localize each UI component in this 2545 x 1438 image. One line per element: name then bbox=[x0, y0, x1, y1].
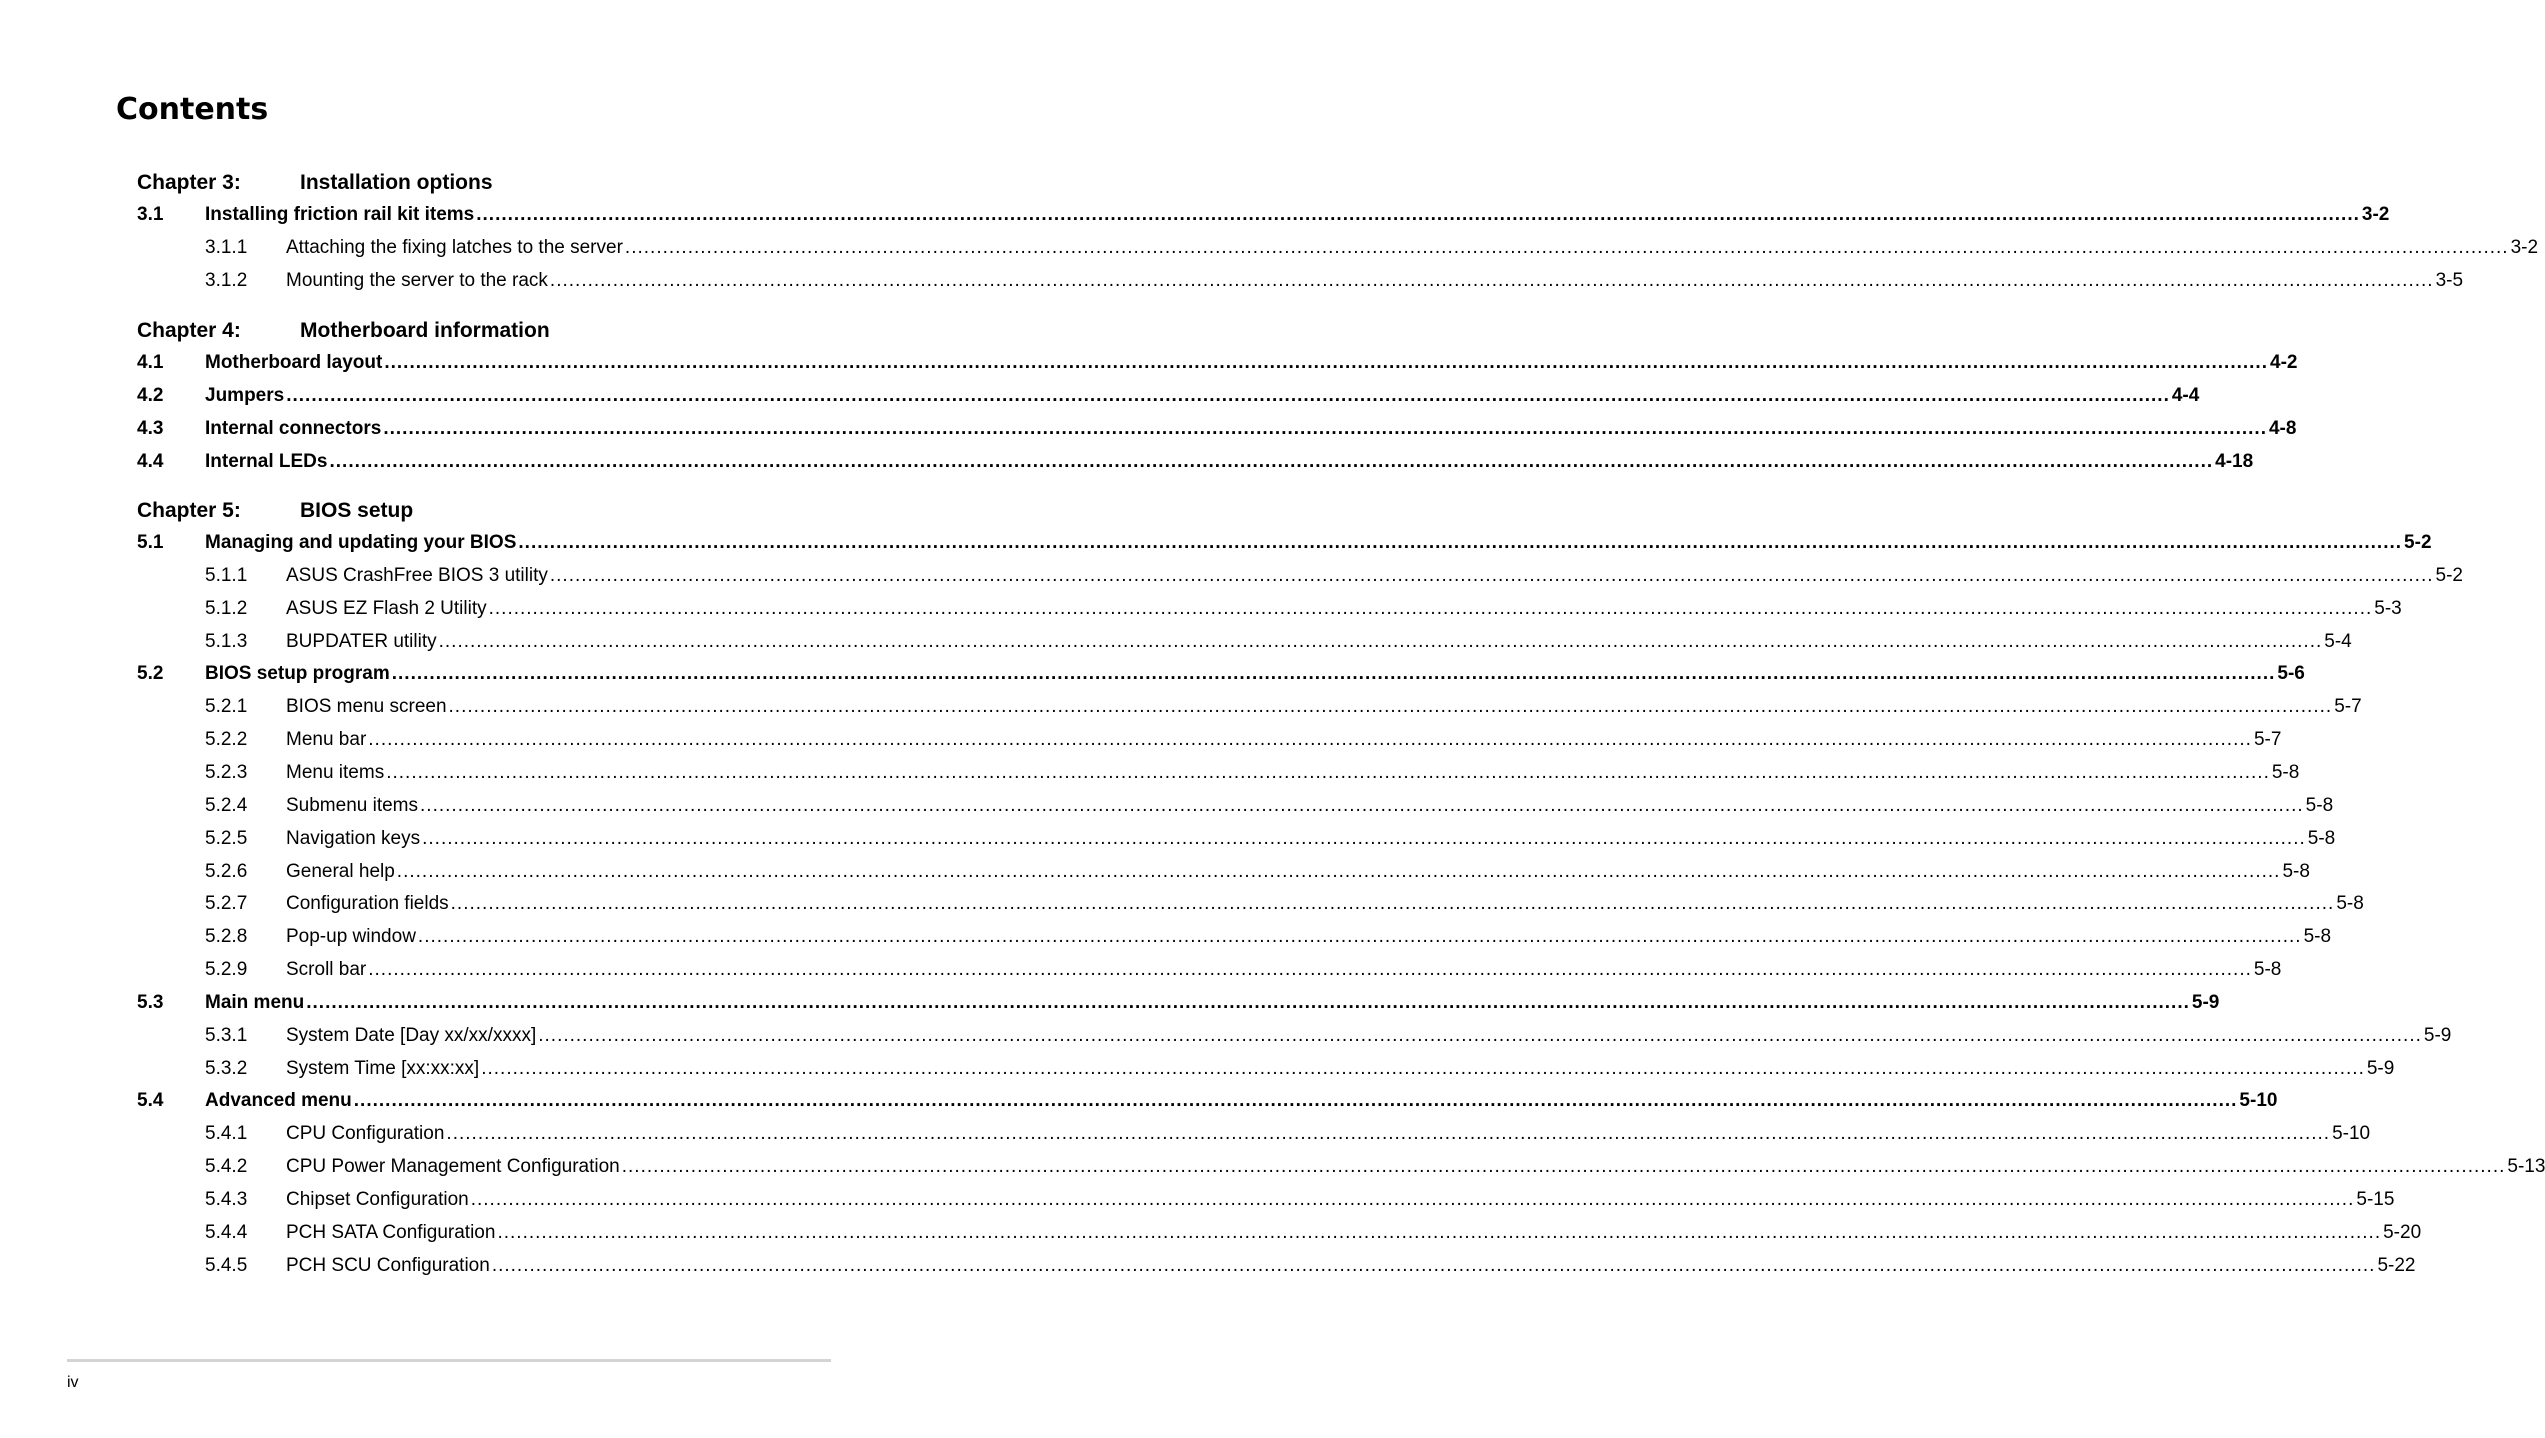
toc-section-entry[interactable] bbox=[137, 351, 2298, 375]
toc-subsection-entry[interactable] bbox=[205, 597, 2402, 621]
toc-subsection-entry[interactable] bbox=[205, 1155, 2545, 1179]
toc-entry-title: General help bbox=[286, 860, 395, 882]
footer-divider bbox=[67, 1359, 831, 1362]
toc-entry-title: Advanced menu bbox=[205, 1090, 352, 1112]
toc-entry-number: 5.2.9 bbox=[205, 959, 248, 981]
dot-leader: ............................................................................................................................................................................................................................................................................................................ bbox=[497, 1221, 2382, 1243]
dot-leader: ............................................................................................................................................................................................................................................................................................................ bbox=[353, 1090, 2238, 1112]
toc-entry-page: 5-7 bbox=[2334, 696, 2362, 718]
toc-entry-number: 5.4.3 bbox=[205, 1189, 248, 1210]
toc-entry-page: 5-10 bbox=[2332, 1123, 2371, 1145]
dot-leader: ............................................................................................................................................................................................................................................................................................................ bbox=[368, 959, 2252, 981]
toc-subsection-entry[interactable] bbox=[205, 761, 2300, 785]
dot-leader: ............................................................................................................................................................................................................................................................................................................ bbox=[481, 1057, 2365, 1079]
toc-entry-page: 5-22 bbox=[2377, 1254, 2416, 1276]
toc-entry-number: 5.4.4 bbox=[205, 1221, 248, 1243]
toc-entry-number: 5.2.8 bbox=[205, 926, 248, 948]
dot-leader: ............................................................................................................................................................................................................................................................................................................ bbox=[306, 991, 2190, 1013]
toc-entry-title: Mounting the server to the rack bbox=[286, 269, 548, 291]
toc-entry-page: 5-9 bbox=[2366, 1057, 2395, 1079]
toc-entry-page: 5-8 bbox=[2271, 761, 2300, 783]
toc-entry-page: 5-8 bbox=[2307, 827, 2336, 849]
toc-subsection-entry[interactable] bbox=[205, 1122, 2371, 1146]
toc-entry-page: 4-4 bbox=[2171, 384, 2200, 406]
dot-leader: ............................................................................................................................................................................................................................................................................................................ bbox=[488, 597, 2373, 619]
toc-subsection-entry[interactable] bbox=[205, 794, 2334, 818]
dot-leader: ............................................................................................................................................................................................................................................................................................................ bbox=[420, 794, 2304, 816]
toc-section-entry[interactable] bbox=[137, 531, 2432, 555]
toc-entry-number: 5.2.7 bbox=[205, 893, 248, 915]
toc-section-entry[interactable] bbox=[137, 203, 2390, 227]
toc-subsection-entry[interactable] bbox=[205, 1254, 2416, 1278]
toc-entry-title: Motherboard layout bbox=[205, 352, 383, 373]
toc-entry-title: Internal LEDs bbox=[205, 450, 328, 472]
toc-entry-title: Configuration fields bbox=[286, 893, 449, 915]
toc-entry-title: BUPDATER utility bbox=[286, 630, 437, 652]
dot-leader: ............................................................................................................................................................................................................................................................................................................ bbox=[383, 417, 2267, 439]
toc-entry-page: 5-2 bbox=[2404, 532, 2432, 553]
toc-entry-page: 5-3 bbox=[2374, 597, 2402, 619]
dot-leader: ............................................................................................................................................................................................................................................................................................................ bbox=[422, 827, 2306, 849]
chapter-number: Chapter 4: bbox=[137, 319, 241, 342]
toc-entry-title: PCH SATA Configuration bbox=[286, 1221, 496, 1243]
toc-subsection-entry[interactable] bbox=[205, 630, 2352, 654]
toc-entry-number: 5.1.2 bbox=[205, 597, 248, 619]
toc-entry-number: 5.1.1 bbox=[205, 564, 248, 586]
footer-page-number: iv bbox=[67, 1374, 79, 1391]
toc-entry-number: 4.2 bbox=[137, 384, 164, 406]
toc-entry-page: 5-13 bbox=[2507, 1156, 2545, 1178]
chapter-heading bbox=[137, 168, 797, 198]
dot-leader: ............................................................................................................................................................................................................................................................................................................ bbox=[386, 761, 2270, 783]
toc-entry-page: 3-2 bbox=[2510, 236, 2539, 258]
toc-subsection-entry[interactable] bbox=[205, 1057, 2395, 1081]
toc-entry-title: Navigation keys bbox=[286, 827, 421, 849]
toc-entry-page: 5-8 bbox=[2303, 926, 2332, 948]
dot-leader: ............................................................................................................................................................................................................................................................................................................ bbox=[368, 729, 2252, 751]
toc-entry-title: Scroll bar bbox=[286, 959, 367, 981]
toc-entry-number: 5.4.1 bbox=[205, 1123, 248, 1145]
toc-entry-number: 5.2 bbox=[137, 663, 164, 685]
dot-leader: ............................................................................................................................................................................................................................................................................................................ bbox=[448, 696, 2333, 718]
toc-entry-title: Menu items bbox=[286, 761, 385, 783]
toc-entry-number: 5.2.5 bbox=[205, 827, 248, 849]
dot-leader: ............................................................................................................................................................................................................................................................................................................ bbox=[438, 630, 2323, 652]
toc-entry-number: 4.3 bbox=[137, 417, 164, 439]
toc-entry-title: Chipset Configuration bbox=[286, 1189, 469, 1210]
toc-subsection-entry[interactable] bbox=[205, 892, 2364, 916]
toc-entry-title: BIOS setup program bbox=[205, 663, 390, 685]
toc-entry-page: 5-8 bbox=[2336, 893, 2364, 915]
toc-entry-number: 5.3 bbox=[137, 991, 164, 1013]
toc-entry-page: 5-8 bbox=[2305, 794, 2334, 816]
toc-entry-page: 4-2 bbox=[2270, 352, 2298, 373]
page-title: Contents bbox=[116, 92, 269, 127]
toc-entry-page: 5-4 bbox=[2324, 630, 2352, 652]
toc-entry-number: 5.3.2 bbox=[205, 1057, 248, 1079]
toc-subsection-entry[interactable] bbox=[205, 1221, 2422, 1245]
chapter-title: Motherboard information bbox=[300, 319, 550, 342]
toc-entry-number: 5.2.1 bbox=[205, 696, 248, 718]
toc-entry-page: 3-2 bbox=[2361, 204, 2390, 225]
toc-entry-number: 4.4 bbox=[137, 450, 164, 472]
toc-entry-title: Installing friction rail kit items bbox=[205, 204, 475, 225]
toc-entry-page: 4-18 bbox=[2215, 450, 2254, 472]
toc-entry-page: 5-8 bbox=[2282, 860, 2310, 882]
toc-entry-number: 5.1.3 bbox=[205, 630, 248, 652]
toc-entry-number: 5.2.4 bbox=[205, 794, 248, 816]
toc-entry-page: 5-2 bbox=[2435, 564, 2463, 586]
toc-entry-number: 3.1 bbox=[137, 204, 164, 225]
toc-entry-title: Attaching the fixing latches to the server bbox=[286, 236, 623, 258]
toc-subsection-entry[interactable] bbox=[205, 269, 2464, 293]
dot-leader: ............................................................................................................................................................................................................................................................................................................ bbox=[396, 860, 2281, 882]
toc-entry-number: 5.3.1 bbox=[205, 1024, 248, 1046]
toc-entry-number: 5.4 bbox=[137, 1090, 164, 1112]
toc-entry-title: Managing and updating your BIOS bbox=[205, 532, 517, 553]
toc-entry-title: CPU Configuration bbox=[286, 1123, 445, 1145]
toc-entry-title: ASUS EZ Flash 2 Utility bbox=[286, 597, 487, 619]
toc-entry-page: 4-8 bbox=[2268, 417, 2297, 439]
toc-entry-number: 5.2.2 bbox=[205, 729, 248, 751]
dot-leader: ............................................................................................................................................................................................................................................................................................................ bbox=[417, 926, 2302, 948]
toc-entry-title: Jumpers bbox=[205, 384, 285, 406]
dot-leader: ............................................................................................................................................................................................................................................................................................................ bbox=[286, 384, 2170, 406]
dot-leader: ............................................................................................................................................................................................................................................................................................................ bbox=[391, 663, 2276, 685]
chapter-number: Chapter 5: bbox=[137, 499, 241, 522]
toc-subsection-entry[interactable] bbox=[205, 695, 2362, 719]
dot-leader: ............................................................................................................................................................................................................................................................................................................ bbox=[470, 1189, 2355, 1210]
toc-subsection-entry[interactable] bbox=[205, 1188, 2395, 1212]
dot-leader: ............................................................................................................................................................................................................................................................................................................ bbox=[624, 236, 2509, 258]
toc-subsection-entry[interactable] bbox=[205, 236, 2539, 260]
toc-entry-number: 3.1.2 bbox=[205, 269, 248, 291]
dot-leader: ............................................................................................................................................................................................................................................................................................................ bbox=[329, 450, 2214, 472]
dot-leader: ............................................................................................................................................................................................................................................................................................................ bbox=[446, 1123, 2331, 1145]
toc-entry-page: 5-20 bbox=[2383, 1221, 2422, 1243]
toc-entry-number: 5.1 bbox=[137, 532, 164, 553]
toc-section-entry[interactable] bbox=[137, 450, 2254, 474]
dot-leader: ............................................................................................................................................................................................................................................................................................................ bbox=[549, 269, 2434, 291]
toc-entry-page: 5-15 bbox=[2356, 1189, 2395, 1210]
toc-entry-number: 3.1.1 bbox=[205, 236, 248, 258]
toc-entry-title: PCH SCU Configuration bbox=[286, 1254, 490, 1276]
toc-entry-number: 5.4.2 bbox=[205, 1156, 248, 1178]
chapter-number: Chapter 3: bbox=[137, 171, 241, 194]
toc-entry-page: 5-10 bbox=[2239, 1090, 2278, 1112]
chapter-title: BIOS setup bbox=[300, 499, 414, 522]
toc-subsection-entry[interactable] bbox=[205, 1024, 2452, 1048]
toc-section-entry[interactable] bbox=[137, 1089, 2278, 1113]
chapter-heading bbox=[137, 496, 797, 526]
chapter-heading bbox=[137, 316, 797, 346]
chapter-title: Installation options bbox=[300, 171, 493, 194]
toc-entry-title: ASUS CrashFree BIOS 3 utility bbox=[286, 564, 548, 586]
toc-section-entry[interactable] bbox=[137, 662, 2305, 686]
toc-entry-title: Main menu bbox=[205, 991, 305, 1013]
dot-leader: ............................................................................................................................................................................................................................................................................................................ bbox=[491, 1254, 2376, 1276]
dot-leader: ............................................................................................................................................................................................................................................................................................................ bbox=[621, 1156, 2506, 1178]
toc-entry-title: Internal connectors bbox=[205, 417, 382, 439]
toc-entry-title: System Date [Day xx/xx/xxxx] bbox=[286, 1024, 537, 1046]
toc-subsection-entry[interactable] bbox=[205, 860, 2310, 884]
toc-entry-number: 5.4.5 bbox=[205, 1254, 248, 1276]
toc-subsection-entry[interactable] bbox=[205, 564, 2463, 588]
toc-entry-number: 5.2.3 bbox=[205, 761, 248, 783]
toc-entry-title: Menu bar bbox=[286, 729, 367, 751]
dot-leader: ............................................................................................................................................................................................................................................................................................................ bbox=[549, 564, 2434, 586]
toc-entry-number: 4.1 bbox=[137, 352, 164, 373]
toc-entry-title: BIOS menu screen bbox=[286, 696, 447, 718]
toc-entry-title: System Time [xx:xx:xx] bbox=[286, 1057, 480, 1079]
toc-entry-page: 5-6 bbox=[2277, 663, 2305, 685]
toc-entry-page: 5-8 bbox=[2253, 959, 2282, 981]
toc-section-entry[interactable] bbox=[137, 991, 2220, 1015]
dot-leader: ............................................................................................................................................................................................................................................................................................................ bbox=[518, 532, 2403, 553]
toc-entry-page: 5-7 bbox=[2253, 729, 2282, 751]
toc-subsection-entry[interactable] bbox=[205, 728, 2282, 752]
toc-subsection-entry[interactable] bbox=[205, 827, 2336, 851]
toc-entry-page: 5-9 bbox=[2423, 1024, 2452, 1046]
dot-leader: ............................................................................................................................................................................................................................................................................................................ bbox=[476, 204, 2360, 225]
toc-entry-title: Pop-up window bbox=[286, 926, 416, 948]
toc-subsection-entry[interactable] bbox=[205, 925, 2332, 949]
toc-section-entry[interactable] bbox=[137, 384, 2200, 408]
toc-subsection-entry[interactable] bbox=[205, 958, 2282, 982]
toc-entry-title: Submenu items bbox=[286, 794, 419, 816]
dot-leader: ............................................................................................................................................................................................................................................................................................................ bbox=[384, 352, 2268, 373]
toc-section-entry[interactable] bbox=[137, 417, 2297, 441]
toc-entry-page: 3-5 bbox=[2435, 269, 2464, 291]
toc-entry-number: 5.2.6 bbox=[205, 860, 248, 882]
toc-entry-title: CPU Power Management Configuration bbox=[286, 1156, 620, 1178]
toc-entry-page: 5-9 bbox=[2191, 991, 2220, 1013]
dot-leader: ............................................................................................................................................................................................................................................................................................................ bbox=[450, 893, 2335, 915]
dot-leader: ............................................................................................................................................................................................................................................................................................................ bbox=[538, 1024, 2422, 1046]
